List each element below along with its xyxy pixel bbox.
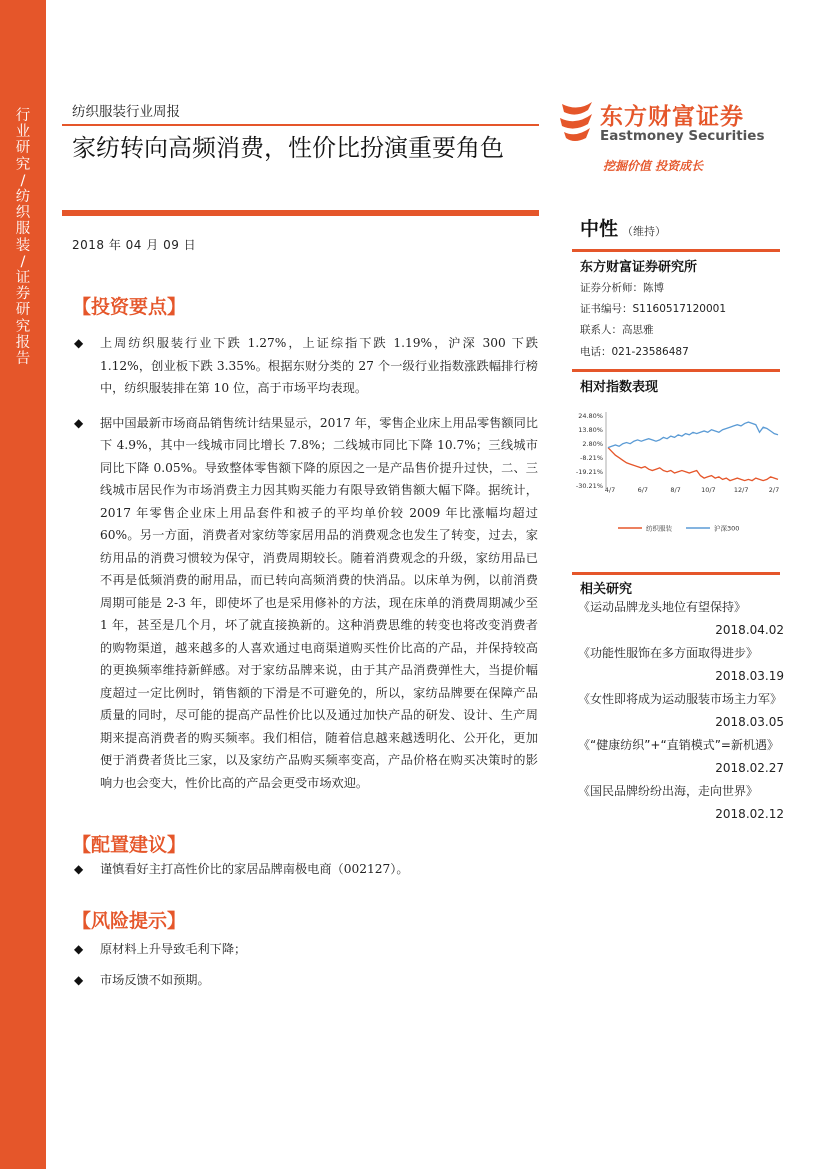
section-heading-investment: 【投资要点】	[72, 296, 187, 318]
related-item-date: 2018.04.02	[715, 623, 784, 637]
related-item-date: 2018.02.12	[715, 807, 784, 821]
related-item[interactable]	[578, 598, 784, 640]
list-item: ◆ 原材料上升导致毛利下降；	[72, 938, 538, 961]
related-item-date: 2018.03.19	[715, 669, 784, 683]
list-item: ◆ 谨慎看好主打高性价比的家居品牌南极电商（002127）。	[72, 858, 538, 881]
y-tick-label: 2.80%	[582, 440, 603, 448]
related-item-title[interactable]: 《运动品牌龙头地位有望保持》	[578, 600, 747, 614]
related-item-title[interactable]: 《女性即将成为运动服装市场主力军》	[578, 692, 783, 706]
y-tick-label: -30.21%	[575, 482, 603, 490]
diamond-bullet-icon: ◆	[74, 336, 84, 350]
series-line-0	[608, 448, 778, 481]
related-item-title[interactable]: 《功能性服饰在多方面取得进步》	[578, 646, 759, 660]
legend-label: 沪深300	[714, 524, 740, 533]
title-underline	[62, 210, 539, 216]
cert-number: 证书编号：S1160517120001	[580, 303, 727, 315]
x-tick-label: 8/7	[670, 486, 681, 494]
diamond-bullet-icon: ◆	[74, 942, 84, 956]
series-line-1	[608, 422, 778, 448]
investment-list	[72, 332, 538, 794]
header-divider	[62, 124, 539, 126]
diamond-bullet-icon: ◆	[74, 972, 84, 987]
brand-slogan: 挖掘价值 投资成长	[603, 159, 704, 173]
related-divider	[572, 572, 780, 575]
x-tick-label: 10/7	[701, 486, 716, 494]
rating-divider	[572, 249, 780, 252]
y-tick-label: 13.80%	[578, 426, 603, 434]
related-heading: 相关研究	[580, 582, 633, 597]
related-item-date: 2018.03.05	[715, 715, 784, 729]
list-item: ◆ 上周纺织服装行业下跌 1.27%，上证综指下跌 1.19%，沪深 300 下跌 1.12%，创业板下跌 3.35%。根据东财分类的 27 个一级行业指数涨跌幅排行榜中，纺织服装排在第 10 位，高于市场平均表现。	[72, 332, 538, 400]
brand-name-en: Eastmoney Securities	[600, 128, 765, 144]
y-tick-label: 24.80%	[578, 412, 603, 420]
phone-number: 电话：021-23586487	[580, 346, 689, 358]
section-heading-allocation: 【配置建议】	[72, 834, 187, 856]
brand-name-cn: 东方财富证券	[600, 104, 744, 130]
analyst-name: 证券分析师：陈博	[580, 282, 664, 294]
legend-label: 纺织服装	[646, 524, 672, 533]
rating-note: （维持）	[622, 225, 667, 238]
chart-divider	[572, 369, 780, 372]
brand-logo-icon	[558, 98, 596, 142]
x-tick-label: 2/7	[768, 486, 780, 494]
list-item: ◆ 据中国最新市场商品销售统计结果显示，2017 年，零售企业床上用品零售额同比下 4.9%，其中一线城市同比增长 7.8%；二线城市同比下降 10.7%；三线城市同比下降 0.05%。导致整体零售额下降的原因之一是产品售价提升过快，二、三线城市居民作为市场消费主力因其购买能力有限导致销售额大幅下降。据统计，2017 年零售企业床上用品套件和被子的平均单价较 2009 年比涨幅均超过 60%。另一方面，消费者对家纺等家居用品的消费观念也发生了转变，过去，家纺用品的消费习惯较为保守，消费周期较长。随着消费观念的升级，家纺用品已不再是低频消费的耐用品，而已转向高频消费的快消品。以床单为例，以前消费周期可能是 2-3 年，即使坏了也是采用修补的方法，现在床单的消费周期减少至 1 年，甚至是几个月，坏了就直接换新的。这种消费思维的转变也将改变消费者的购物渠道，越来越多的人喜欢通过电商渠道购买性价比高的产品，并保持较高的更换频率维持新鲜感。对于家纺品牌来说，由于其产品消费弹性大，当提价幅度超过一定比例时，销售额的下滑是不可避免的，所以，家纺品牌要在保障产品质量的同时，尽可能的提高产品性价比以及通过加快产品的研发、设计、生产周期来提高消费者的购买频率。我们相信，随着信息越来越透明化、公开化，更加便于消费者货比三家，以及家纺产品购买频率变高，产品价格在购买决策时的影响力也会变大，性价比高的产品会更受市场欢迎。	[72, 412, 538, 795]
x-tick-label: 6/7	[637, 486, 649, 494]
report-date: 2018 年 04 月 09 日	[72, 238, 197, 252]
contact-person: 联系人：高思雅	[580, 324, 654, 336]
related-item-date: 2018.02.27	[715, 761, 784, 775]
related-item-title[interactable]: 《国民品牌纷纷出海，走向世界》	[578, 784, 759, 798]
rating-value: 中性	[580, 218, 619, 240]
chart-heading: 相对指数表现	[580, 380, 659, 395]
related-item[interactable]	[578, 736, 784, 778]
institute-name: 东方财富证券研究所	[580, 260, 698, 275]
allocation-list	[72, 858, 538, 881]
related-item[interactable]	[578, 782, 784, 824]
risk-list	[72, 938, 538, 991]
sidebar-label: 行业研究 / 纺织服装 / 证券研究报告	[15, 108, 31, 368]
section-heading-risk: 【风险提示】	[72, 910, 187, 932]
list-item: ◆ 市场反馈不如预期。	[72, 969, 538, 992]
related-item[interactable]	[578, 690, 784, 732]
rating	[580, 214, 666, 241]
relative-index-chart	[574, 404, 786, 544]
report-type: 纺织服装行业周报	[72, 104, 180, 120]
related-item-title[interactable]: 《“健康纺织”+“直销模式”=新机遇》	[578, 738, 779, 752]
page-title: 家纺转向高频消费，性价比扮演重要角色	[72, 134, 504, 162]
diamond-bullet-icon: ◆	[74, 862, 84, 876]
related-research-list	[578, 598, 784, 824]
related-item[interactable]	[578, 644, 784, 686]
y-tick-label: -8.21%	[580, 454, 603, 462]
sidebar-band	[0, 0, 46, 1169]
y-tick-label: -19.21%	[575, 468, 603, 476]
x-tick-label: 12/7	[733, 486, 749, 494]
x-tick-label: 4/7	[604, 486, 616, 494]
diamond-bullet-icon: ◆	[74, 415, 84, 430]
